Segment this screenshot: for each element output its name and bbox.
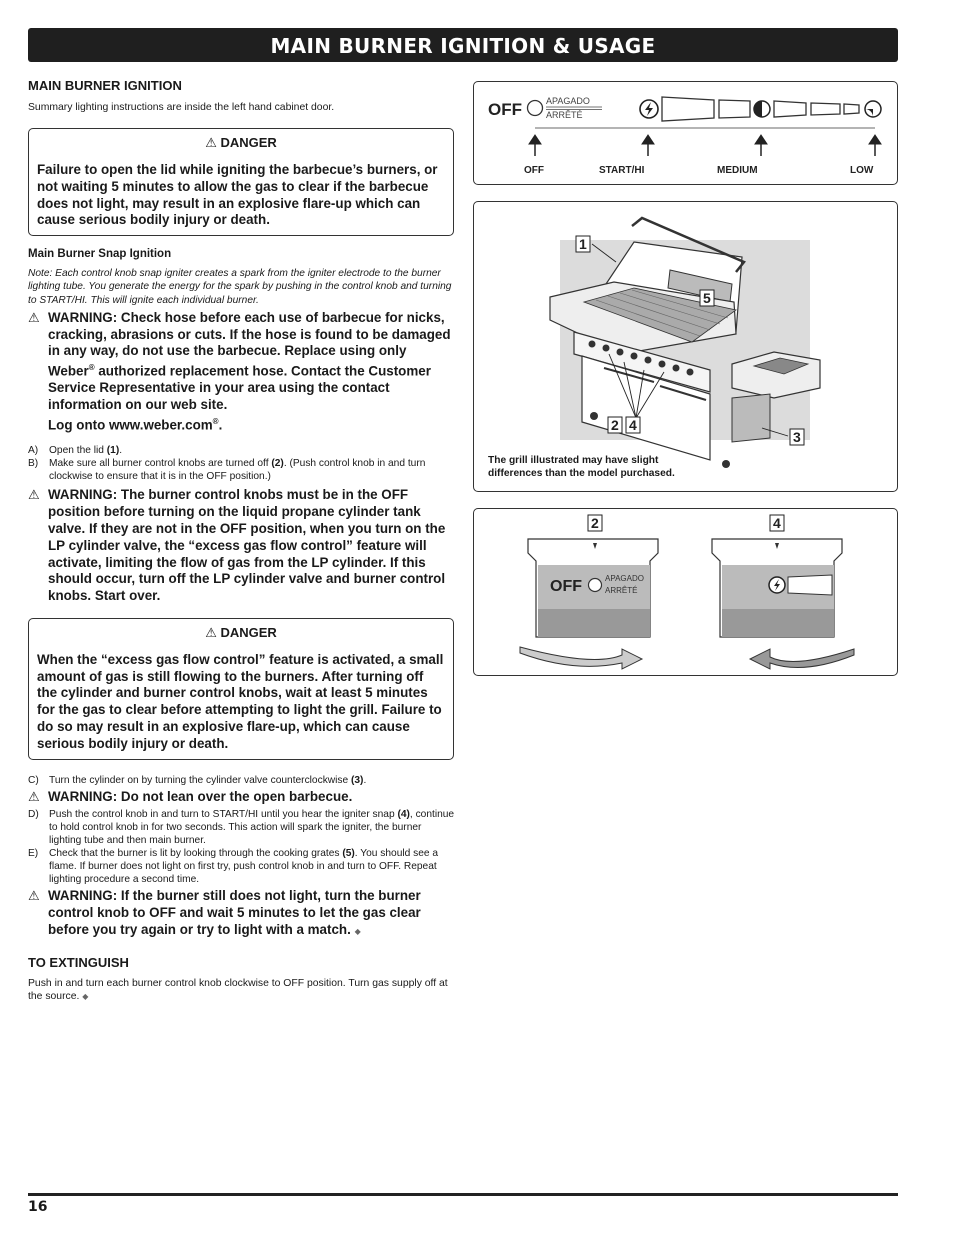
flame-wedge-large xyxy=(662,97,714,121)
callout-4: 4 xyxy=(629,417,637,433)
step-after: . xyxy=(119,445,123,457)
footer-rule xyxy=(28,1193,898,1196)
step-after: , continue to hold control knob in for two seconds. This action will spark the igniter, the burner lighting tube and then main burner. xyxy=(49,809,455,847)
callout-1: 1 xyxy=(579,236,587,252)
diamond-icon: ◆ xyxy=(82,991,89,1001)
extinguish-text xyxy=(28,977,456,1003)
clockwise-arrow-icon xyxy=(520,647,642,669)
danger-label-2: DANGER xyxy=(220,624,277,640)
step-text: Turn the cylinder on by turning the cylinder valve counterclockwise xyxy=(49,774,351,786)
knob-arrete: ARRÊTÉ xyxy=(605,586,638,595)
danger-label-1: DANGER xyxy=(220,135,277,150)
grill-illustration xyxy=(474,202,897,491)
warning-1-part-a: WARNING: Check hose before each use of barbecue for nicks, cracking, abrasions or cuts. If the hose is found to be damaged in any way, do not use the barbecue. Replace using only Weber xyxy=(48,309,451,379)
warning-4-text: WARNING: If the burner still does not light, turn the burner control knob to OFF and wait 5 minutes to let the gas clear before you try again or try to light with a match. xyxy=(48,888,421,938)
site-period: . xyxy=(218,417,223,433)
step-letter: D) xyxy=(28,809,39,821)
step-body xyxy=(49,774,366,787)
step-letter: A) xyxy=(28,445,39,457)
flame-wedge-tiny xyxy=(811,103,840,115)
registered-mark: ® xyxy=(88,363,95,373)
step-e xyxy=(28,847,456,886)
dial-pointers xyxy=(529,135,881,156)
warning-triangle-icon: ⚠ xyxy=(205,135,217,150)
dial-label-medium: MEDIUM xyxy=(717,165,758,176)
step-c xyxy=(28,774,456,787)
snap-heading: Main Burner Snap Ignition xyxy=(28,248,172,261)
callout-3: 3 xyxy=(793,429,801,445)
dial-label-off: OFF xyxy=(524,165,544,176)
ignition-heading: MAIN BURNER IGNITION xyxy=(28,78,182,93)
page-title: MAIN BURNER IGNITION & USAGE xyxy=(28,28,898,62)
warning-triangle-icon: ⚠ xyxy=(28,788,40,804)
knob-off-word: OFF xyxy=(550,578,582,595)
step-ref: (1) xyxy=(106,445,120,457)
extinguish-heading: TO EXTINGUISH xyxy=(28,954,129,970)
extinguish-body: Push in and turn each burner control knob clockwise to OFF position. Turn gas supply off at the source. xyxy=(28,977,448,1002)
step-ref: (4) xyxy=(397,809,410,821)
dial-arrete: ARRÊTÉ xyxy=(546,110,583,120)
registered-mark: ® xyxy=(212,417,219,427)
callout-5: 5 xyxy=(703,290,711,306)
step-letter: C) xyxy=(28,774,39,786)
knob-start xyxy=(712,539,854,669)
step-letter: E) xyxy=(28,848,39,860)
dial-diagram xyxy=(474,82,897,184)
counterclockwise-arrow-icon xyxy=(750,649,854,669)
step-body xyxy=(49,808,456,847)
step-ref: (5) xyxy=(342,848,355,860)
weber-site-text: Log onto www.weber.com xyxy=(48,417,213,433)
page-number: 16 xyxy=(28,1199,48,1215)
warning-3-text: WARNING: Do not lean over the open barbecue. xyxy=(48,788,353,804)
danger-title-1 xyxy=(37,135,445,151)
knob-callout-2: 2 xyxy=(591,515,599,531)
caster-wheel xyxy=(722,460,730,468)
step-text: Push the control knob in and turn to START/HI until you hear the igniter snap xyxy=(49,809,398,821)
callout-2: 2 xyxy=(611,417,619,433)
dial-figure xyxy=(473,81,898,185)
danger-text-1: Failure to open the lid while igniting the barbecue’s burners, or not waiting 5 minutes to allow the gas to clear if the barbecue does not light, may result in an explosive flare-up which can cause serious bodily injury or death. xyxy=(37,162,438,228)
lp-cylinder xyxy=(732,394,770,442)
step-text: Open the lid xyxy=(49,445,107,457)
off-circle-icon xyxy=(528,101,543,116)
step-ref: (3) xyxy=(351,774,364,786)
warning-4 xyxy=(28,888,456,940)
warning-1 xyxy=(28,310,456,435)
danger-title-2 xyxy=(37,625,445,641)
diamond-icon: ◆ xyxy=(354,927,361,937)
left-column xyxy=(28,78,456,1003)
flame-wedge-small xyxy=(774,101,806,117)
step-ref: (2) xyxy=(271,458,284,470)
warning-triangle-icon: ⚠ xyxy=(28,487,40,503)
snap-note: Note: Each control knob snap igniter creates a spark from the igniter electrode to the burner lighting tube. You generate the energy for the spark by pushing in the control knob and turning to START/HI. This will ignite each individual burner. xyxy=(28,268,452,306)
step-after: . (Push control knob in and turn clockwise to ensure that it is in the OFF position.) xyxy=(49,458,426,483)
flame-wedge-mid xyxy=(719,100,750,118)
dial-label-low: LOW xyxy=(850,165,874,176)
warning-triangle-icon: ⚠ xyxy=(205,624,217,640)
knob-figure xyxy=(473,508,898,676)
step-after: . You should see a flame. If burner does not light on first try, push control knob in and turn to OFF. Repeat lighting procedure a second time. xyxy=(49,848,439,886)
dial-apagado: APAGADO xyxy=(546,96,590,106)
step-text: Make sure all burner control knobs are turned off xyxy=(49,458,272,470)
step-body xyxy=(49,847,456,886)
danger-box-1 xyxy=(28,128,454,236)
warning-triangle-icon: ⚠ xyxy=(28,309,40,325)
step-text: Check that the burner is lit by looking through the cooking grates xyxy=(49,848,343,860)
off-circle-icon xyxy=(589,579,602,592)
warning-1-text xyxy=(48,310,456,435)
dial-off-word: OFF xyxy=(488,100,522,119)
warning-4-body xyxy=(48,888,456,940)
danger-text-2: When the “excess gas flow control” feature is activated, a small amount of gas is still flowing to the burners. After turning off the cylinder and burner control knobs, wait at least 5 minutes for the gas to clear before attempting to light the grill. Failure to do so may result in an explosive flare-up, which can cause serious bodily injury or death. xyxy=(37,651,444,751)
step-d xyxy=(28,808,456,847)
knob-callout-4: 4 xyxy=(773,515,781,531)
step-body xyxy=(49,444,122,457)
dial-label-start: START/HI xyxy=(599,165,645,176)
grill-figure xyxy=(473,201,898,492)
warning-2-text: WARNING: The burner control knobs must be in the OFF position before turning on the liquid propane cylinder tank valve. If they are not in the OFF position, when you turn on the LP cylinder valve, the “excess gas flow control” feature will activate, limiting the flow of gas from the LP cylinder. If this should occur, turn off the LP cylinder valve and burner control knobs. Start over. xyxy=(48,487,446,604)
warning-triangle-icon: ⚠ xyxy=(28,888,40,904)
ignition-summary: Summary lighting instructions are inside the left hand cabinet door. xyxy=(28,102,335,113)
step-a xyxy=(28,444,456,457)
warning-2 xyxy=(28,487,456,605)
warning-1-part-b: authorized replacement hose. Contact the Customer Service Representative in your area using the contact information on our web site. xyxy=(48,363,431,413)
grill-caption: The grill illustrated may have slight differences than the model purchased. xyxy=(488,455,675,479)
caster-wheel xyxy=(590,412,598,420)
warning-3 xyxy=(28,789,456,806)
step-b xyxy=(28,457,456,483)
knob-diagram xyxy=(474,509,897,675)
knob-apagado: APAGADO xyxy=(605,574,644,583)
flame-wedge-min xyxy=(844,104,859,114)
knob-off xyxy=(520,539,658,669)
step-after: . xyxy=(363,774,367,786)
danger-box-2 xyxy=(28,618,454,760)
step-letter: B) xyxy=(28,458,39,470)
step-body xyxy=(49,457,456,483)
